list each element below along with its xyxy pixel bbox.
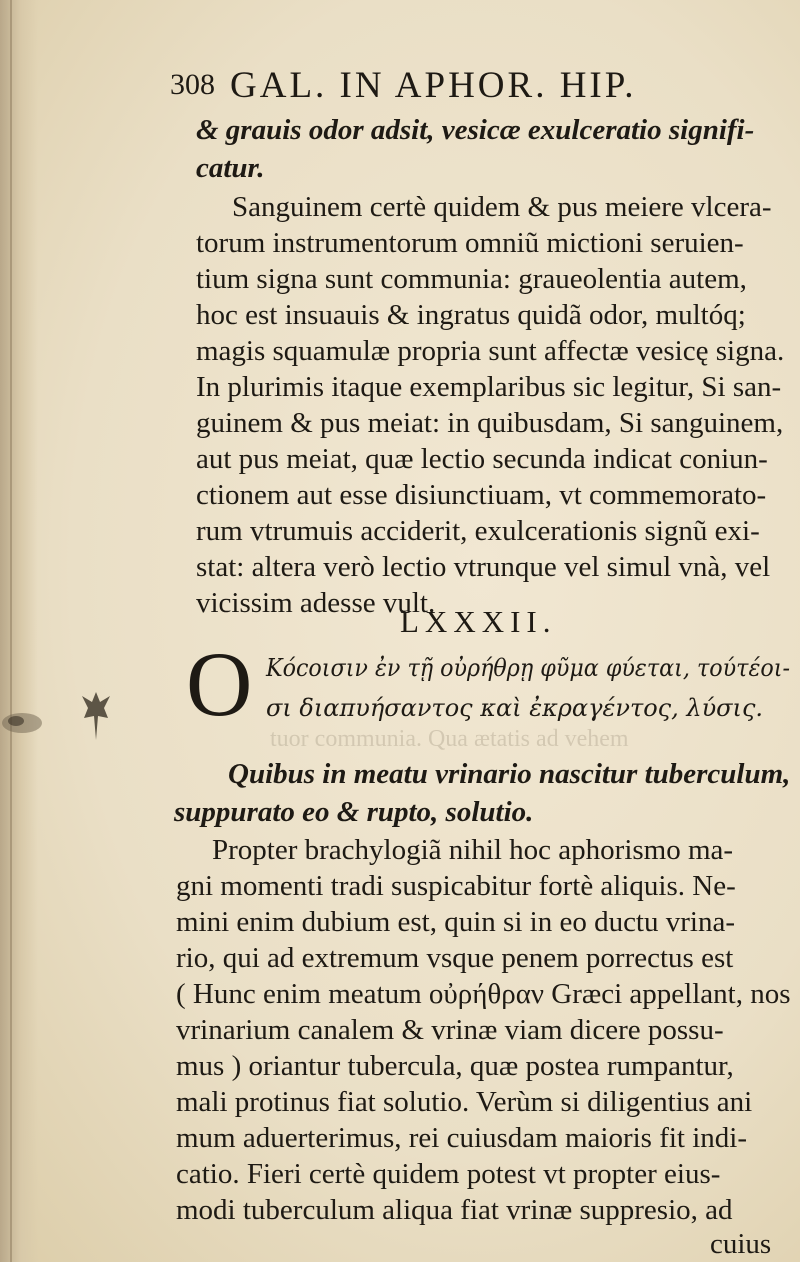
commentary-line: torum instrumentorum omniũ mictioni seruien- xyxy=(196,227,744,259)
lemma-line: & grauis odor adsit, vesicæ exulceratio signifi- xyxy=(196,114,755,146)
commentary-line: hoc est insuauis & ingratus quidã odor, multóq; xyxy=(196,299,746,331)
commentary-line: In plurimis itaque exemplaribus sic legitur, Si san- xyxy=(196,371,782,403)
margin-ornament xyxy=(78,688,114,742)
commentary-line: aut pus meiat, quæ lectio secunda indicat coniun- xyxy=(196,443,768,475)
commentary-line: modi tuberculum aliqua fiat vrinæ suppresio, ad xyxy=(176,1194,733,1226)
lemma-line: catur. xyxy=(196,152,265,184)
commentary-line: ctionem aut esse disiunctiuam, vt commemorato- xyxy=(196,479,767,511)
commentary-line: tium signa sunt communia: graueolentia autem, xyxy=(196,263,747,295)
commentary-line: mali protinus fiat solutio. Verùm si diligentius ani xyxy=(176,1086,753,1118)
commentary-line: mus ) oriantur tubercula, quæ postea rumpantur, xyxy=(176,1050,734,1082)
drop-cap: O xyxy=(186,633,253,735)
commentary-line: rum vtrumuis acciderit, exulcerationis signũ exi- xyxy=(196,515,760,547)
commentary-line: ( Hunc enim meatum οὐρήθραν Græci appellant, nos xyxy=(176,978,791,1010)
greek-line: Κόϲοισιν ἐν τῇ οὐρήθρῃ φῦμα φύεται, τούτέοι- xyxy=(266,654,791,682)
commentary-line: rio, qui ad extremum vsque penem porrectus est xyxy=(176,942,734,974)
commentary-line: guinem & pus meiat: in quibusdam, Si sanguinem, xyxy=(196,407,784,439)
commentary-line: Sanguinem certè quidem & pus meiere vlcera- xyxy=(232,191,772,223)
commentary-line: vicissim adesse vult. xyxy=(196,587,436,619)
binding-gutter xyxy=(0,0,38,1262)
aphorism-number: LXXXII. xyxy=(400,604,557,639)
greek-line: σι διαπυήσαντος καὶ ἐκραγέντος, λύσις. xyxy=(266,694,764,722)
page-number: 308 xyxy=(170,68,215,101)
commentary-line: Propter brachylogiã nihil hoc aphorismo ma- xyxy=(212,834,734,866)
bleed-through-text: tuor communia. Qua ætatis ad vehem xyxy=(270,726,629,752)
ink-smudge xyxy=(0,705,46,741)
translation-line: suppurato eo & rupto, solutio. xyxy=(174,796,534,828)
commentary-line: gni momenti tradi suspicabitur fortè aliquis. Ne- xyxy=(176,870,736,902)
commentary-line: mum aduerterimus, rei cuiusdam maioris fit indi- xyxy=(176,1122,748,1154)
page-edge xyxy=(10,0,12,1262)
running-head: GAL. IN APHOR. HIP. xyxy=(230,65,637,106)
commentary-line: stat: altera verò lectio vtrunque vel simul vnà, vel xyxy=(196,551,771,583)
catchword: cuius xyxy=(710,1228,772,1260)
commentary-line: magis squamulæ propria sunt affectæ vesicę signa. xyxy=(196,335,785,367)
translation-line: Quibus in meatu vrinario nascitur tuberculum, xyxy=(228,758,791,790)
page-header xyxy=(170,58,730,110)
commentary-line: catio. Fieri certè quidem potest vt propter eius- xyxy=(176,1158,721,1190)
commentary-line: vrinarium canalem & vrinæ viam dicere possu- xyxy=(176,1014,724,1046)
commentary-line: mini enim dubium est, quin si in eo ductu vrina- xyxy=(176,906,735,938)
